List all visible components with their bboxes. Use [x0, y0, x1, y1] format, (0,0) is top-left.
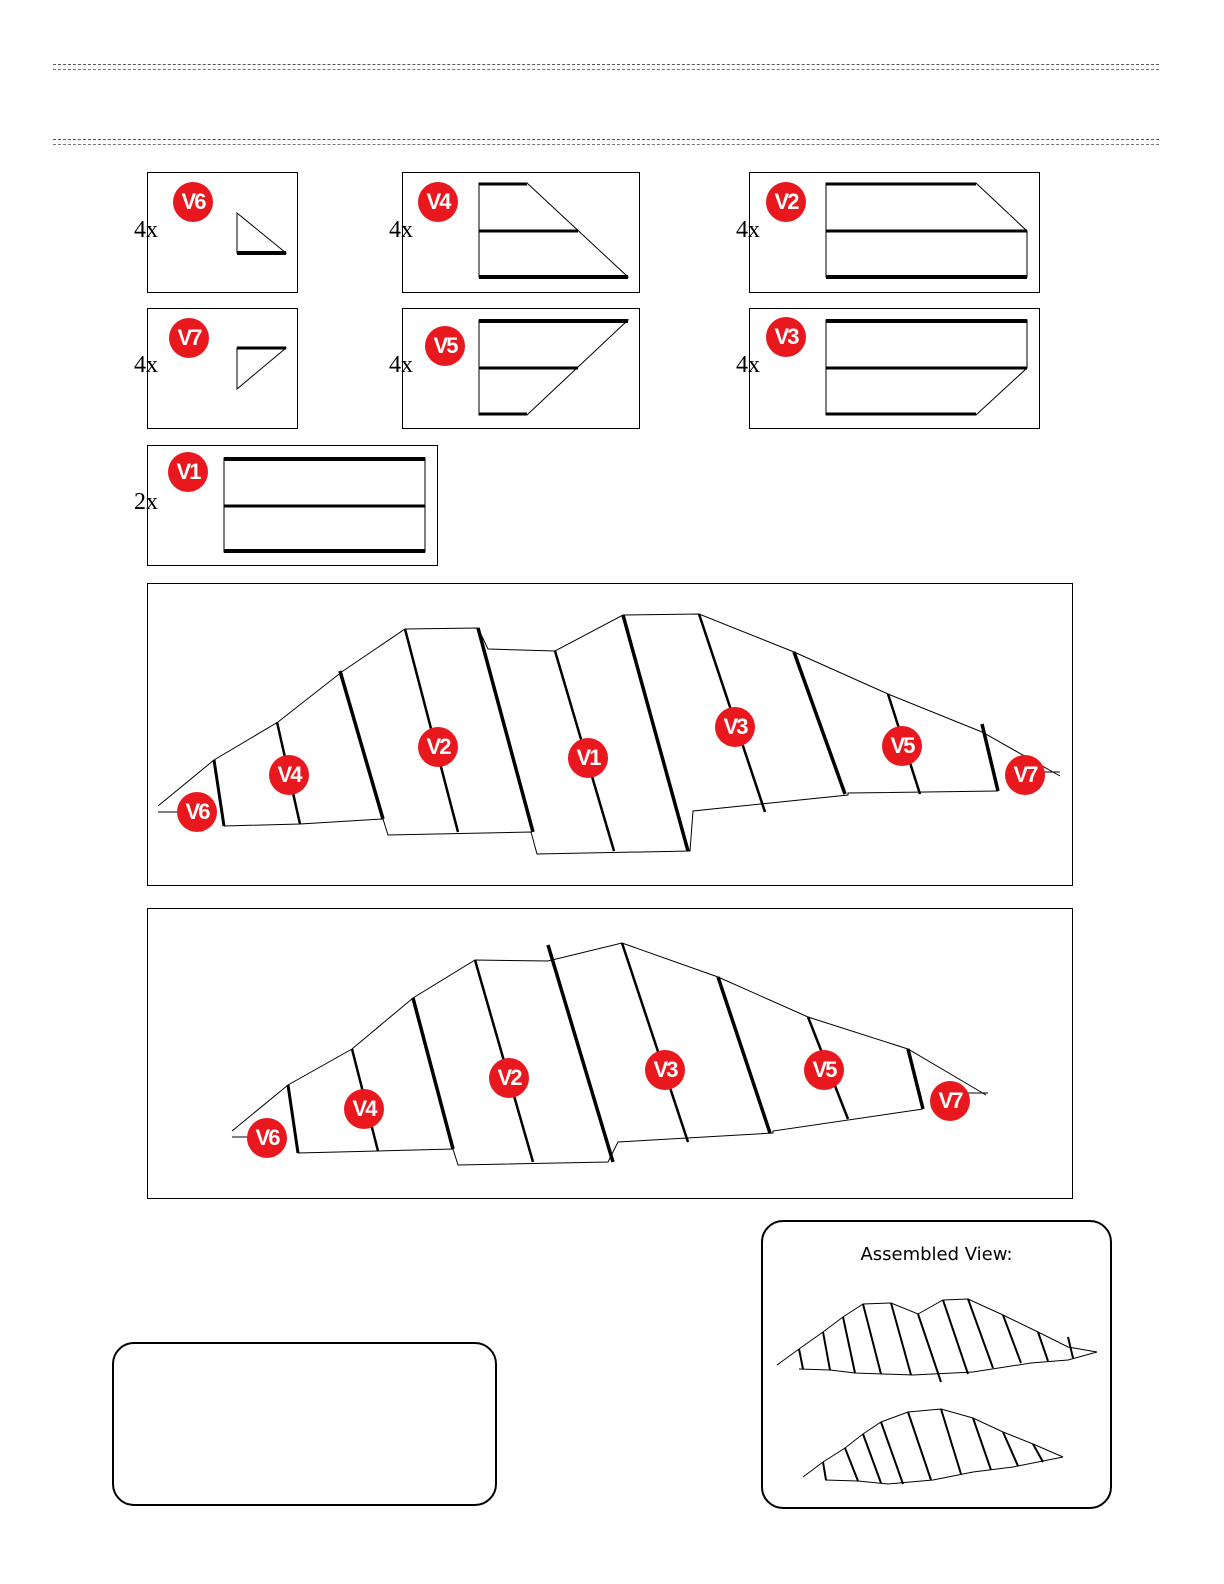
- part-qty-v4: 4x: [389, 217, 413, 243]
- assembled-view-box: [761, 1220, 1112, 1509]
- part-badge-v7: V7: [169, 318, 209, 358]
- layout-bottom-badge-v7: V7: [930, 1081, 970, 1121]
- layout-bottom-badge-v6: V6: [247, 1118, 287, 1158]
- part-qty-v5: 4x: [389, 352, 413, 378]
- header-rule-top: [53, 64, 1159, 65]
- part-qty-v1: 2x: [134, 489, 158, 515]
- layout-top-badge-v3: V3: [715, 707, 755, 747]
- layout-diagram-without-v1: [147, 908, 1073, 1199]
- part-badge-v3: V3: [766, 317, 806, 357]
- note-box: [112, 1342, 497, 1506]
- header-rule-top-inner: [53, 69, 1159, 70]
- part-badge-v2: V2: [766, 182, 806, 222]
- layout-bottom-badge-v3: V3: [645, 1050, 685, 1090]
- part-badge-v6: V6: [173, 182, 213, 222]
- layout-bottom-badge-v4: V4: [344, 1089, 384, 1129]
- part-card-v6: [147, 172, 298, 293]
- layout-bottom-badge-v2: V2: [489, 1058, 529, 1098]
- assembled-view-title: Assembled View:: [860, 1244, 1013, 1265]
- part-qty-v2: 4x: [736, 217, 760, 243]
- part-v7-drawing: [148, 309, 297, 428]
- assembled-view-drawing: [763, 1222, 1110, 1507]
- layout-top-badge-v6: V6: [177, 792, 217, 832]
- layout-diagram-with-v1: [147, 583, 1073, 886]
- part-badge-v5: V5: [425, 326, 465, 366]
- layout-top-badge-v4: V4: [269, 755, 309, 795]
- header-rule-bottom-inner: [53, 144, 1159, 145]
- part-qty-v7: 4x: [134, 352, 158, 378]
- layout-top-badge-v2: V2: [418, 727, 458, 767]
- layout-top-badge-v5: V5: [882, 726, 922, 766]
- part-v6-drawing: [148, 173, 297, 292]
- part-qty-v6: 4x: [134, 217, 158, 243]
- layout-top-badge-v7: V7: [1005, 755, 1045, 795]
- part-card-v7: [147, 308, 298, 429]
- panel-layout-drawing-bottom: [148, 909, 1072, 1198]
- layout-top-badge-v1: V1: [568, 738, 608, 778]
- layout-bottom-badge-v5: V5: [804, 1050, 844, 1090]
- part-badge-v4: V4: [418, 182, 458, 222]
- part-badge-v1: V1: [168, 452, 208, 492]
- part-qty-v3: 4x: [736, 352, 760, 378]
- panel-layout-drawing-top: [148, 584, 1072, 885]
- header-rule-bottom: [53, 139, 1159, 140]
